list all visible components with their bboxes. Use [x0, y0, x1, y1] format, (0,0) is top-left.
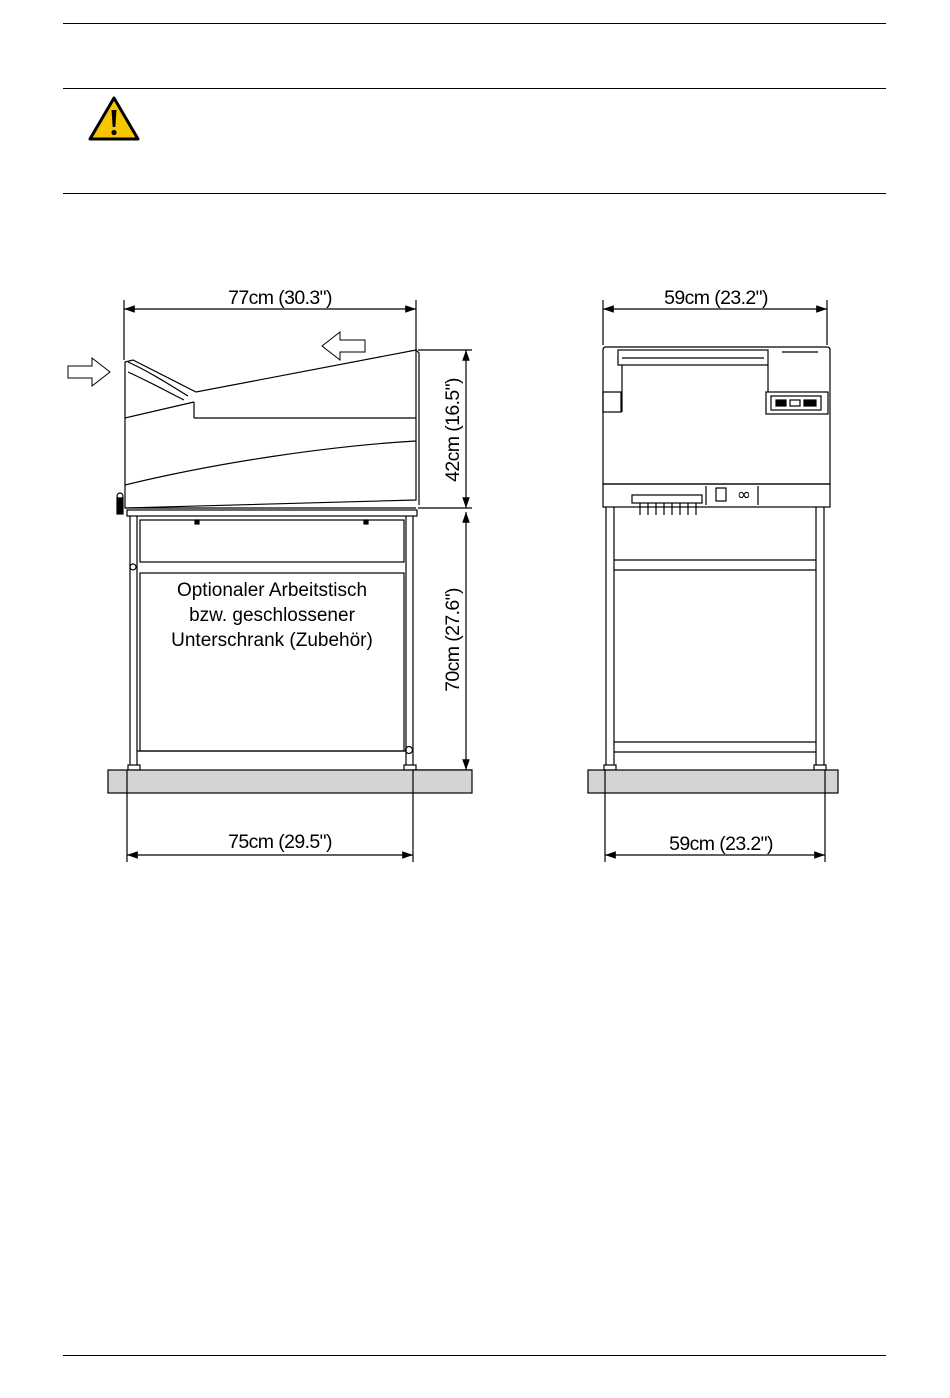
table-top [127, 510, 417, 516]
floor-side [108, 770, 472, 793]
device-body-front [603, 347, 830, 484]
label-height-70cm: 70cm (27.6") [442, 588, 464, 692]
note-line-2: bzw. geschlossener [189, 605, 355, 626]
outflow-arrow-icon [322, 332, 365, 360]
connector-row [632, 495, 702, 515]
svg-text:∞: ∞ [736, 485, 752, 505]
label-width-59cm-bottom: 59cm (23.2") [669, 833, 773, 855]
note-line-3: Unterschrank (Zubehör) [171, 630, 373, 651]
label-width-59cm-top: 59cm (23.2") [664, 287, 768, 309]
floor-front [588, 770, 838, 793]
note-line-1: Optionaler Arbeitstisch [176, 580, 368, 601]
control-panel [766, 392, 828, 414]
label-width-75cm: 75cm (29.5") [228, 831, 332, 853]
label-width-77cm: 77cm (30.3") [228, 287, 332, 309]
table-drawer [140, 520, 404, 562]
device-body-side [125, 350, 416, 508]
label-height-42cm: 42cm (16.5") [442, 378, 464, 482]
inflow-arrow-icon [68, 358, 110, 386]
front-view [588, 300, 838, 862]
